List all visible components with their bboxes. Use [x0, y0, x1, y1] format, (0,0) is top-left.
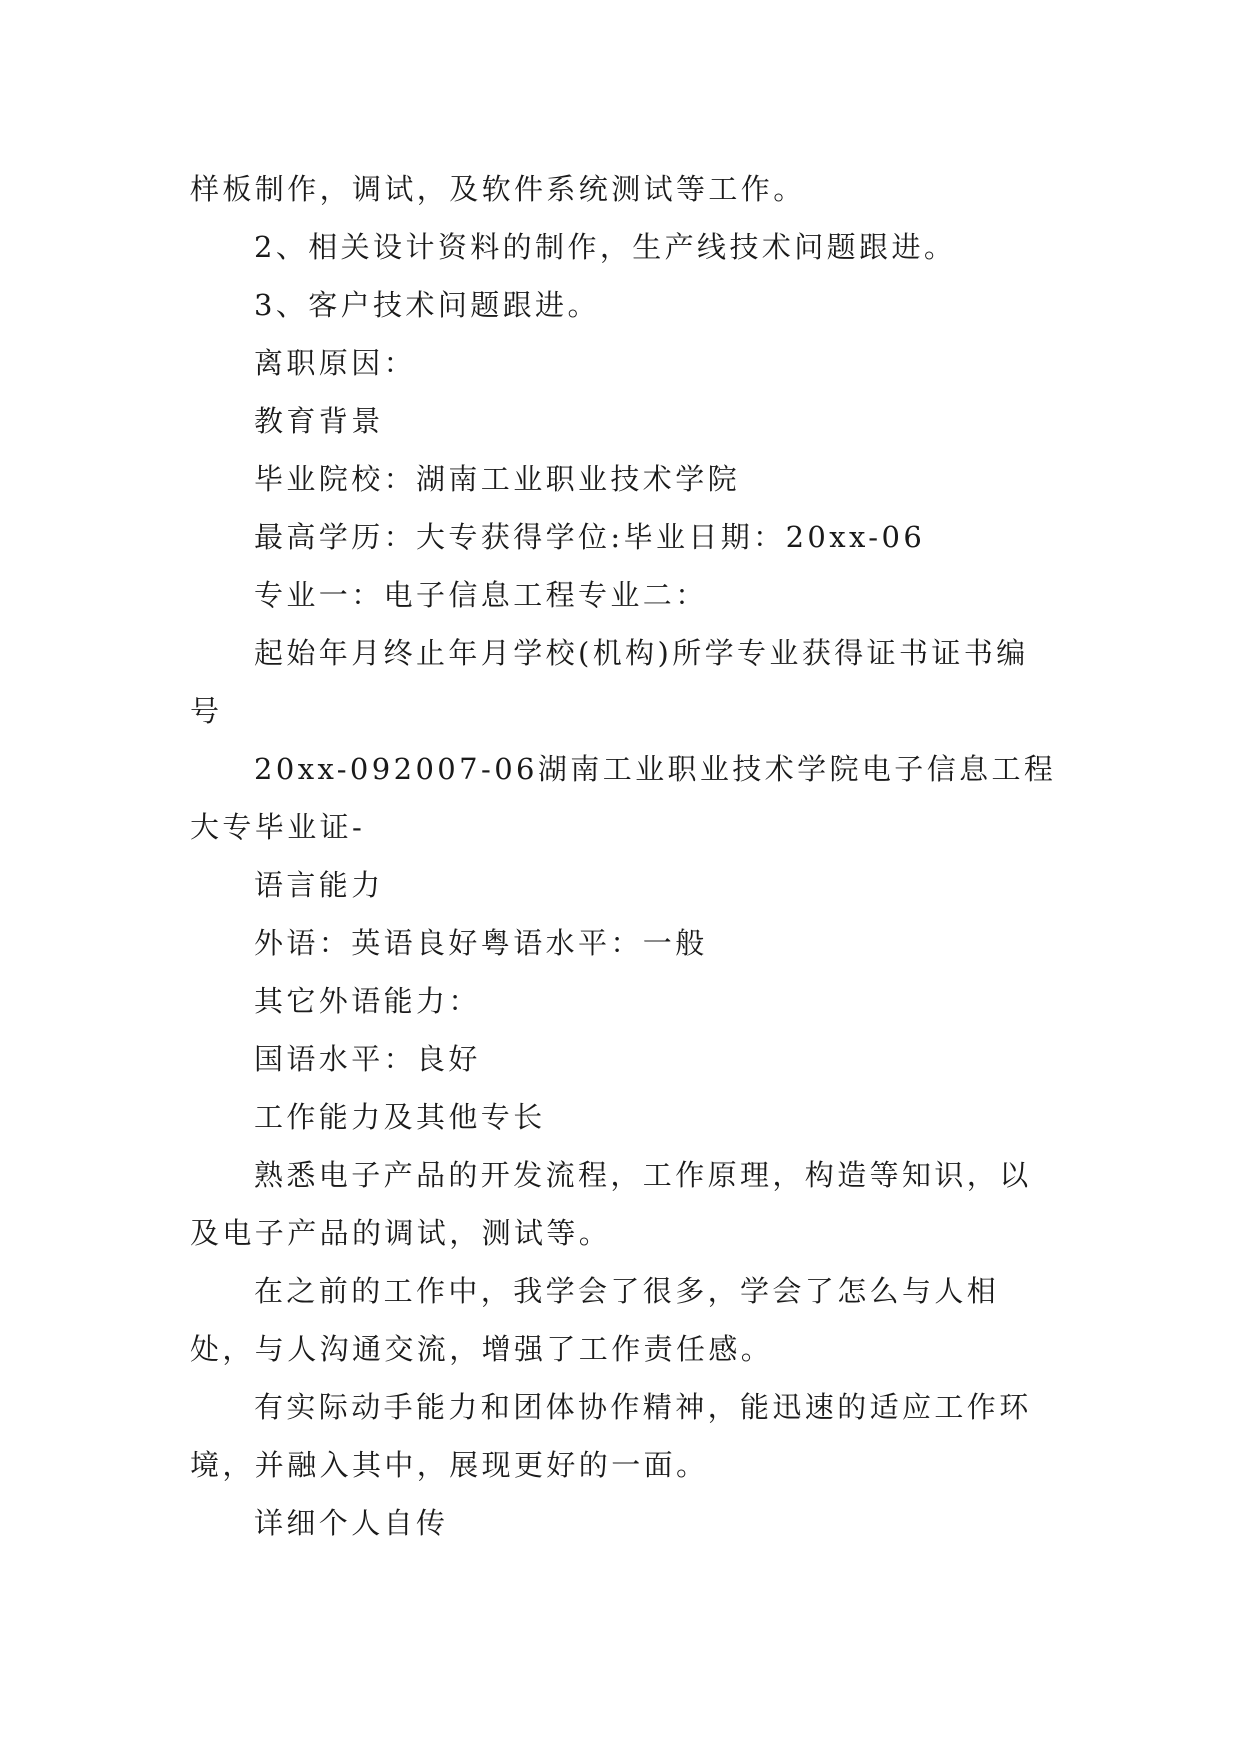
- paragraph-skill-1: 熟悉电子产品的开发流程，工作原理，构造等知识，以及电子产品的调试，测试等。: [190, 1158, 1032, 1250]
- heading-education: 教育背景: [254, 404, 384, 438]
- paragraph-duty-2: 2、相关设计资料的制作，生产线技术问题跟进。: [254, 230, 957, 264]
- paragraph-degree: 最高学历：大专获得学位:毕业日期：20xx-06: [254, 520, 926, 554]
- paragraph-skill-3: 有实际动手能力和团体协作精神，能迅速的适应工作环境，并融入其中，展现更好的一面。: [190, 1390, 1032, 1482]
- paragraph-leaving-reason: 离职原因：: [254, 346, 417, 380]
- paragraph-foreign-language: 外语：英语良好粤语水平：一般: [254, 926, 708, 960]
- heading-skills: 工作能力及其他专长: [254, 1100, 546, 1134]
- paragraph-duty-3: 3、客户技术问题跟进。: [254, 288, 600, 322]
- paragraph-other-language: 其它外语能力：: [254, 984, 481, 1018]
- paragraph-work-duties-continued: 样板制作，调试，及软件系统测试等工作。: [190, 172, 806, 206]
- paragraph-major: 专业一：电子信息工程专业二：: [254, 578, 708, 612]
- paragraph-education-record: 20xx-092007-06湖南工业职业技术学院电子信息工程大专毕业证-: [190, 752, 1057, 844]
- paragraph-mandarin: 国语水平：良好: [254, 1042, 481, 1076]
- heading-language: 语言能力: [254, 868, 384, 902]
- paragraph-school: 毕业院校：湖南工业职业技术学院: [254, 462, 741, 496]
- paragraph-skill-2: 在之前的工作中，我学会了很多，学会了怎么与人相处，与人沟通交流，增强了工作责任感。: [190, 1274, 1000, 1366]
- document-body: [190, 160, 1060, 1552]
- heading-autobiography: 详细个人自传: [254, 1506, 449, 1540]
- paragraph-education-columns: 起始年月终止年月学校(机构)所学专业获得证书证书编号: [190, 636, 1029, 728]
